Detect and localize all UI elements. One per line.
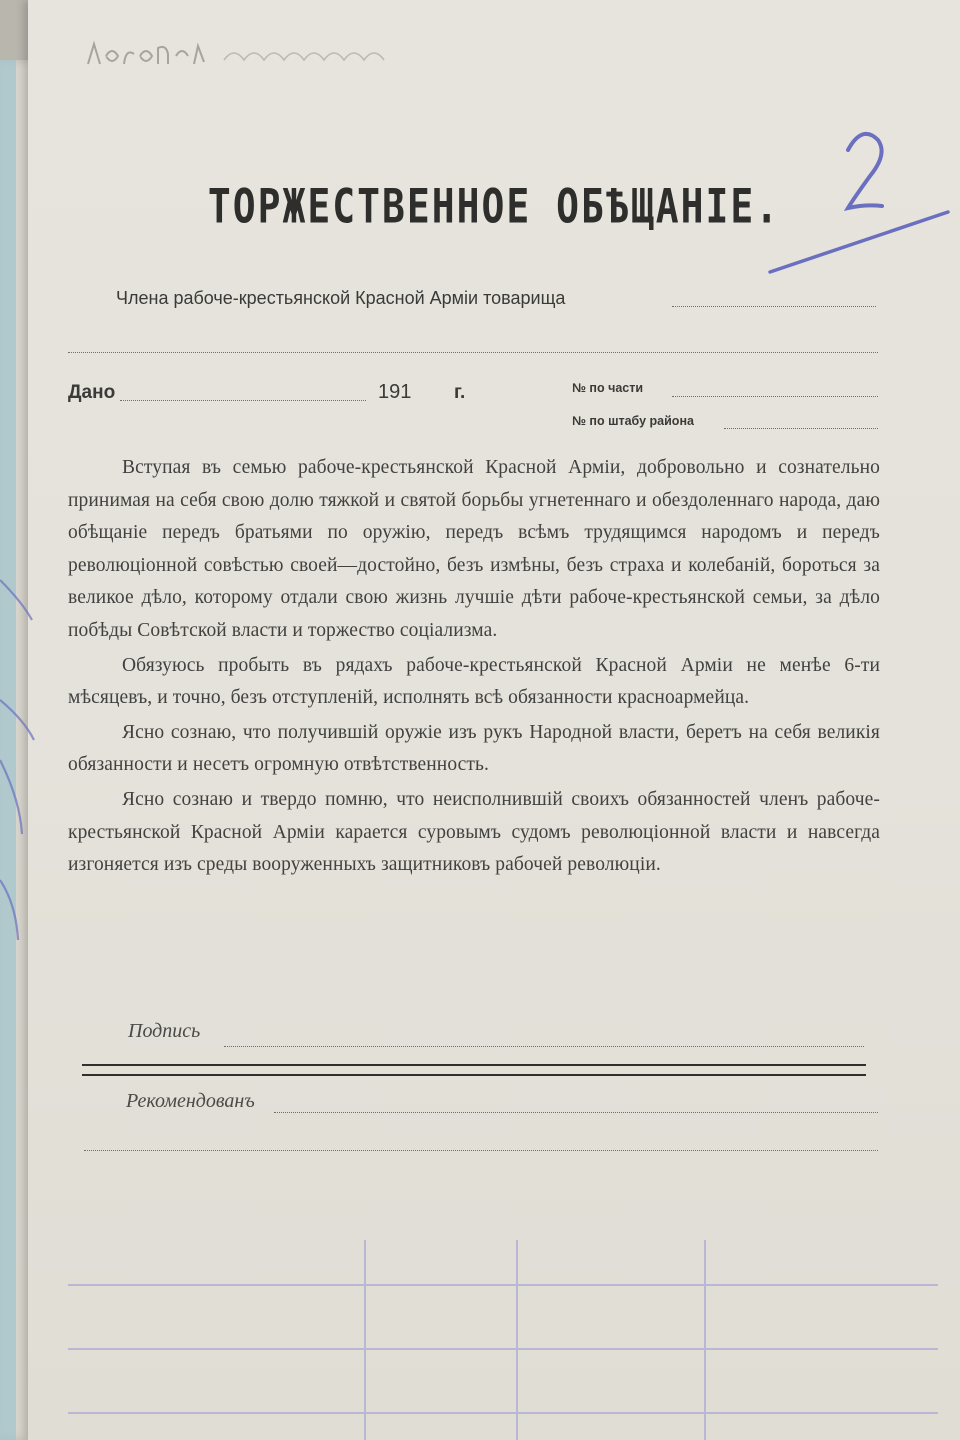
- signature-line[interactable]: [224, 1046, 864, 1047]
- document-page: [28, 0, 960, 1440]
- member-name-line-2[interactable]: [68, 352, 878, 353]
- date-year: 191: [378, 381, 412, 403]
- paragraph-4: Ясно сознаю и твердо помню, что неисполнившій своихъ обязанностей членъ рабоче-крестьянской Красной Арміи карается суровымъ судомъ революціонной власти и навсегда изгоняется изъ среды вооруженныхъ защитниковъ рабочей революціи.: [68, 788, 880, 876]
- recommended-line-2[interactable]: [84, 1150, 878, 1151]
- grid-line-v2: [516, 1240, 518, 1440]
- hq-number-label: № по штабу района: [572, 414, 694, 428]
- paragraph-2: Обязуюсь пробыть въ рядахъ рабоче-крестьянской Красной Арміи не менѣе 6-ти мѣсяцевъ, и точно, безъ отступленій, исполнять всѣ обязанности красноармейца.: [68, 654, 880, 709]
- date-label: Дано: [68, 382, 116, 403]
- double-rule-divider: [82, 1064, 866, 1076]
- grid-line-h2: [68, 1348, 938, 1350]
- member-label: Члена рабоче-крестьянской Красной Арміи товарища: [116, 288, 566, 308]
- member-name-line[interactable]: [672, 306, 876, 307]
- faded-handwriting-top: [84, 34, 504, 74]
- grid-line-h3: [68, 1412, 938, 1414]
- document-title: ТОРЖЕСТВЕННОЕ ОБѢЩАНІЕ.: [207, 178, 781, 234]
- recommended-line[interactable]: [274, 1112, 878, 1113]
- date-suffix: г.: [454, 382, 466, 403]
- grid-line-h1: [68, 1284, 938, 1286]
- paragraph-1: Вступая въ семью рабоче-крестьянской Красной Арміи, добровольно и сознательно принимая на себя свою долю тяжкой и святой борьбы угнетеннаго и обездоленнаго народа, даю обѣщаніе передъ братьями по оружію, передъ всѣмъ трудящимся народомъ и передъ революціонной совѣстью своей—достойно, безъ измѣны, безъ страха и колебаній, бороться за великое дѣло, которому отдали свою жизнь лучшіе дѣти рабоче-крестьянской семьи, за дѣло побѣды Совѣтской власти и торжество соціализма.: [68, 457, 880, 641]
- date-line[interactable]: [120, 400, 366, 401]
- recommended-label: Рекомендованъ: [126, 1090, 255, 1112]
- oath-text: [68, 452, 880, 882]
- underlying-page-edge: [0, 60, 16, 1440]
- unit-number-label: № по части: [572, 381, 644, 395]
- signature-label: Подпись: [128, 1020, 201, 1042]
- grid-line-v3: [704, 1240, 706, 1440]
- unit-number-line[interactable]: [672, 396, 878, 397]
- paragraph-3: Ясно сознаю, что получившій оружіе изъ рукъ Народной власти, беретъ на себя великія обязанности и несетъ огромную отвѣтственность.: [68, 721, 880, 776]
- grid-line-v1: [364, 1240, 366, 1440]
- hq-number-line[interactable]: [724, 428, 878, 429]
